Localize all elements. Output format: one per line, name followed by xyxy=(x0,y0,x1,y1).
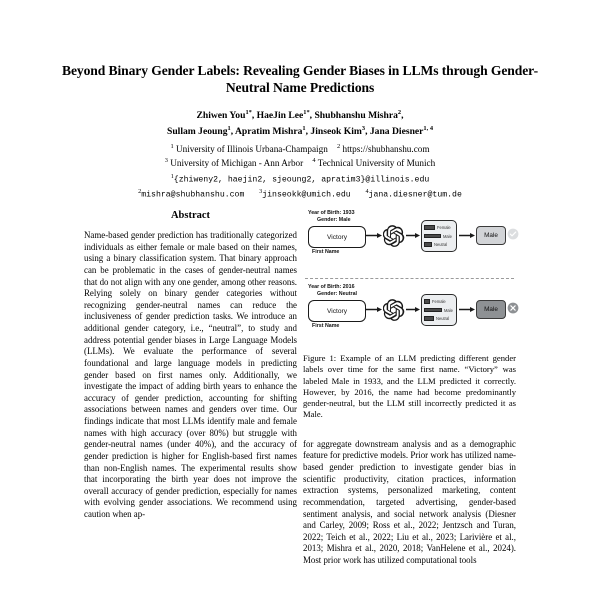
affiliation-text: Technical University of Munich xyxy=(317,158,436,169)
author-name: Jana Diesner xyxy=(369,125,424,137)
email-address[interactable]: jana.diesner@tum.de xyxy=(368,191,462,201)
first-name-box xyxy=(308,226,366,248)
prediction-value: Male xyxy=(484,306,498,313)
right-column xyxy=(303,210,516,567)
author-affil-marker: 1 xyxy=(302,124,306,132)
affiliation-text: University of Michigan - Ann Arbor xyxy=(170,158,304,169)
openai-logo-icon xyxy=(383,299,405,321)
author-name: Sullam Jeoung xyxy=(166,125,228,137)
email-marker: 1 xyxy=(170,172,174,180)
probability-bar-female xyxy=(424,299,430,303)
figure-1-canvas xyxy=(303,210,516,344)
probability-label-male: Male xyxy=(443,233,452,239)
probability-row xyxy=(424,315,454,322)
figure-row-1933 xyxy=(303,210,516,274)
prediction-box xyxy=(476,300,506,319)
probability-row xyxy=(424,298,454,305)
author-name: Apratim Mishra xyxy=(234,125,303,137)
x-circle-icon xyxy=(507,302,519,314)
arrow-llm-to-distribution xyxy=(406,231,420,240)
affiliation-marker: 2 xyxy=(336,142,341,150)
probability-distribution xyxy=(421,294,457,326)
probability-label-neutral: Neutral xyxy=(436,316,450,321)
first-name-caption: First Name xyxy=(312,249,340,255)
author-list: Zhiwen You$^{1*}$, HaeJin Lee$^{1*}$, Shubhanshu Mishra$^2$, Sullam Jeoung$^1$, Apratim Mishra$^1$, Jinseok Kim$^3$, Jana Diesner$^{1, 4}$ xyxy=(166,109,434,137)
email-address[interactable]: mishra@shubhanshu.com xyxy=(141,191,245,201)
author-affil-marker: 1* xyxy=(245,109,252,116)
abstract-heading: Abstract xyxy=(170,210,211,221)
affiliation-url[interactable]: https://shubhanshu.com xyxy=(342,143,430,154)
gender-label: Gender: Male xyxy=(317,217,351,223)
probability-label-male: Male xyxy=(444,307,453,313)
page-title: Beyond Binary Gender Labels: Revealing Gender Biases in LLMs through Gender-Neutral Name Predictions xyxy=(61,63,539,95)
probability-bar-male xyxy=(424,234,441,238)
abstract-text: Name-based gender prediction has traditionally categorized individuals as either female or male based on their names, using a binary classification system. That binary approach can be problematic in the cases of gender-neutral names that do not align with any one gender, among other reasons. Relying solely on binary gender categories without recognizing gender-neutral names can reduce the inclusiveness of gender prediction tasks. We introduce an additional gender category, i.e., “neutral”, to study and address potential gender biases in Large Language Models (LLMs). We evaluate the performance of several foundational and large language models in predicting gender based on first names only. Additionally, we investigate the impact of adding birth years to enhance the accuracy of gender prediction, accounting for shifting associations between names and genders over time. Our findings indicate that most LLMs identify male and female names with high accuracy (over 80%) but struggle with gender-neutral names (under 40%), and the accuracy of gender prediction is higher for English-based first names than non-English names. The experimental results show that incorporating the birth year does not improve the overall accuracy of gender prediction, especially for names with evolving gender associations. We recommend using caution when ap- xyxy=(84,230,297,519)
title-block xyxy=(42,62,558,202)
author-affil-marker: 1* xyxy=(303,109,310,116)
author-affil-marker: 2 xyxy=(397,109,402,116)
prediction-box xyxy=(476,226,506,245)
author-affil-marker: 1 xyxy=(227,124,231,132)
first-name-value: Victory xyxy=(326,233,348,241)
figure-1 xyxy=(303,210,516,421)
introduction-continued-text: for aggregate downstream analysis and as a demographic feature for predictive models. Prior work has utilized name-based gender prediction to investigate gender bias in scientific productivity, citation practices, information extraction systems, personalized marketing, content recommendation, targeted advertising, gender-based sentiment analysis, and social network analysis (Diesner and Carley, 2009; Ross et al., 2022; Jentzsch and Turan, 2022; Teich et al., 2022; Liu et al., 2023; Larivière et al., 2013; Mishra et al., 2020, 2018; VanHelene et al., 2024). Most prior work has utilized computational tools xyxy=(303,438,516,566)
check-circle-icon xyxy=(507,228,519,240)
affiliation-list xyxy=(42,141,558,170)
year-of-birth-label: Year of Birth: 2016 xyxy=(308,284,355,290)
gender-label: Gender: Neutral xyxy=(317,291,358,297)
email-address[interactable]: {zhiweny2, haejin2, sjeoung2, apratim3}@illinois.edu xyxy=(173,175,430,185)
email-marker: 3 xyxy=(259,188,263,196)
probability-label-female: Female xyxy=(437,225,451,230)
probability-label-neutral: Neutral xyxy=(434,242,448,247)
probability-row xyxy=(424,233,454,240)
probability-bar-female xyxy=(424,225,435,229)
author-affil-marker: 3 xyxy=(361,124,366,132)
openai-logo-icon xyxy=(383,225,405,247)
row-metadata xyxy=(308,284,357,298)
left-column xyxy=(84,210,297,521)
author-name: Jinseok Kim xyxy=(310,125,362,137)
probability-bar-male xyxy=(424,308,442,312)
affiliation-text: University of Illinois Urbana-Champaign xyxy=(175,143,328,154)
probability-bar-neutral xyxy=(424,316,434,320)
arrow-name-to-llm xyxy=(366,305,382,314)
email-list xyxy=(42,171,558,203)
affiliation-marker: 1 xyxy=(170,142,174,150)
arrow-distribution-to-prediction xyxy=(459,305,475,314)
email-address[interactable]: jinseokk@umich.edu xyxy=(262,191,351,201)
first-name-value: Victory xyxy=(326,307,348,315)
probability-distribution xyxy=(421,220,457,252)
year-of-birth-label: Year of Birth: 1933 xyxy=(308,210,355,216)
arrow-llm-to-distribution xyxy=(406,305,420,314)
probability-row xyxy=(424,241,454,248)
figure-divider xyxy=(305,278,514,279)
arrow-name-to-llm xyxy=(366,231,382,240)
affiliation-marker: 4 xyxy=(312,157,316,165)
author-name: HaeJin Lee xyxy=(256,110,304,122)
probability-label-female: Female xyxy=(432,299,446,304)
email-marker: 2 xyxy=(138,188,142,196)
author-name: Zhiwen You xyxy=(196,110,246,122)
author-name: Shubhanshu Mishra xyxy=(314,110,398,122)
probability-row xyxy=(424,224,454,231)
figure-row-2016 xyxy=(303,284,516,348)
row-metadata xyxy=(308,210,355,224)
arrow-distribution-to-prediction xyxy=(459,231,475,240)
first-name-box xyxy=(308,300,366,322)
probability-bar-neutral xyxy=(424,242,432,246)
probability-row xyxy=(424,307,454,314)
affiliation-marker: 3 xyxy=(164,157,168,165)
first-name-caption: First Name xyxy=(312,323,340,329)
figure-caption: Figure 1: Example of an LLM predicting different gender labels over time for the same first name. “Victory” was labeled Male in 1933, and the LLM predicted it correctly. However, by 2016, the name had become predominantly gender-neutral, but the LLM still incorrectly predicted it as Male. xyxy=(303,353,516,420)
prediction-value: Male xyxy=(484,232,498,239)
author-affil-marker: 1, 4 xyxy=(423,124,434,132)
email-marker: 4 xyxy=(365,188,369,196)
